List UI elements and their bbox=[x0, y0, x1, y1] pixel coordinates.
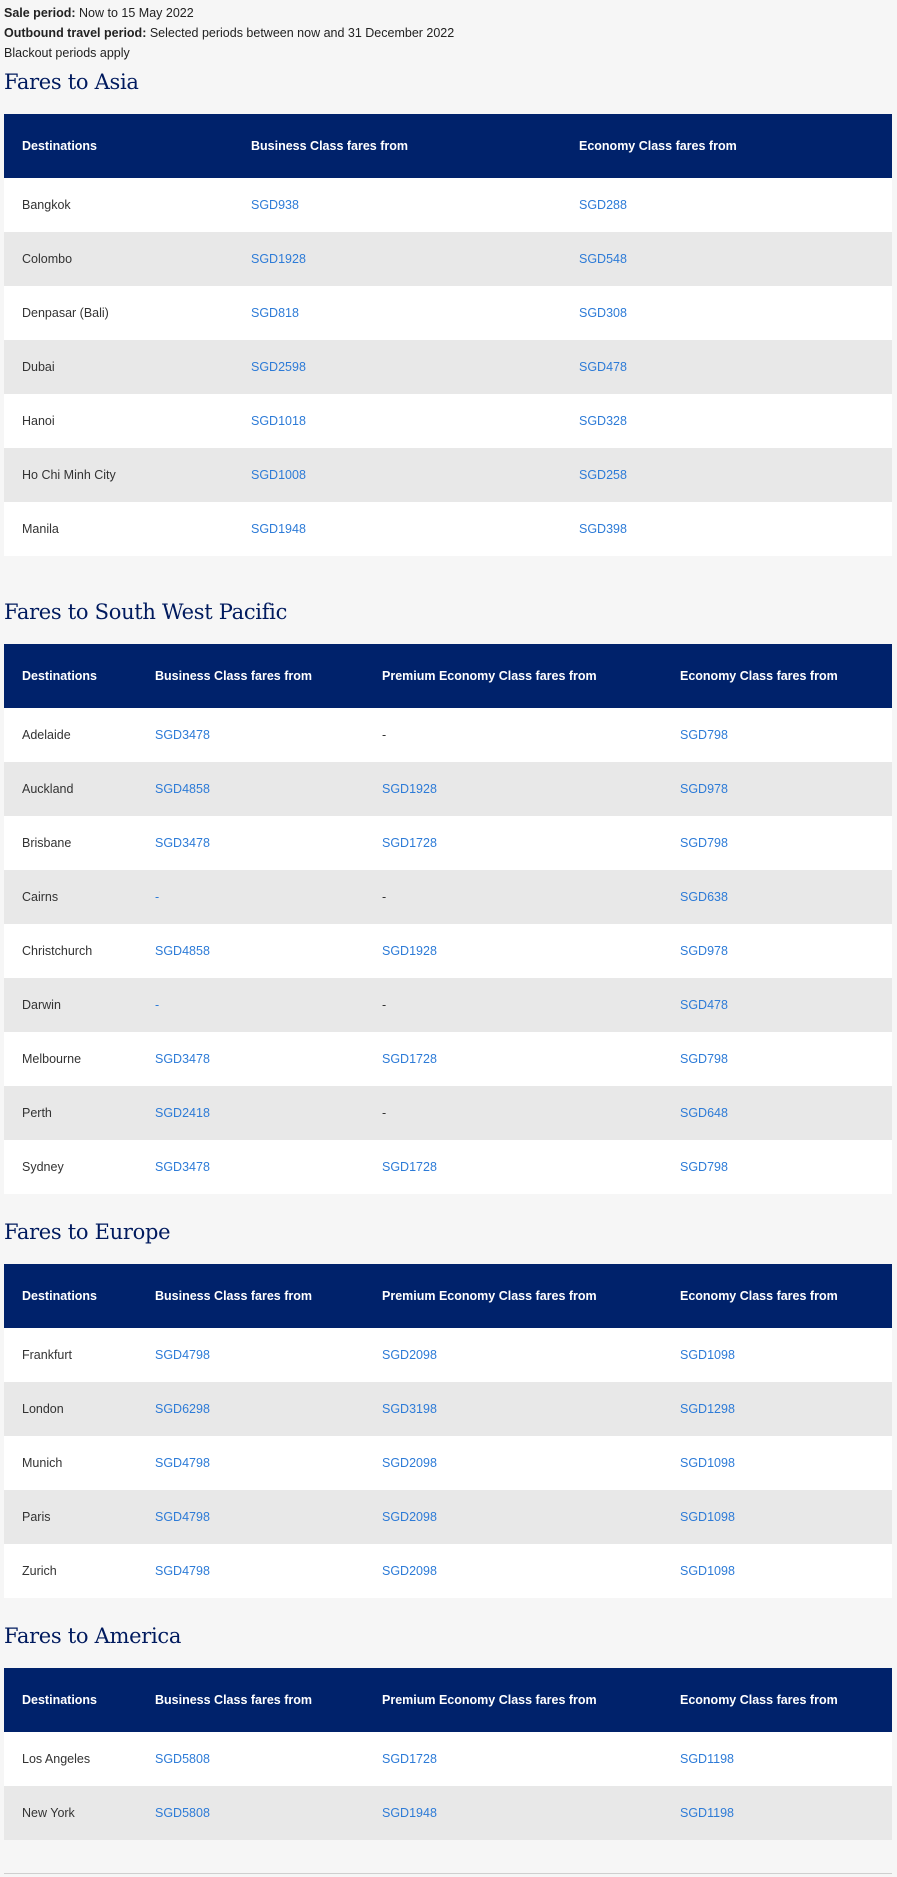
premium-economy-fare-cell: - bbox=[382, 998, 387, 1012]
destination-cell: Sydney bbox=[22, 1160, 64, 1174]
col-header-destinations: Destinations bbox=[4, 114, 233, 178]
economy-fare-link[interactable]: SGD648 bbox=[680, 1106, 728, 1120]
economy-fare-link[interactable]: SGD288 bbox=[579, 198, 627, 212]
economy-fare-link[interactable]: SGD1198 bbox=[680, 1806, 734, 1820]
table-row bbox=[4, 1382, 892, 1436]
col-header-premium-economy: Premium Economy Class fares from bbox=[364, 1668, 662, 1732]
business-fare-link[interactable]: SGD4858 bbox=[155, 944, 210, 958]
table-row bbox=[4, 816, 892, 870]
premium-economy-fare-link[interactable]: SGD1928 bbox=[382, 782, 437, 796]
business-fare-link[interactable]: SGD818 bbox=[251, 306, 299, 320]
business-fare-link[interactable]: SGD4798 bbox=[155, 1510, 210, 1524]
destination-cell: Brisbane bbox=[22, 836, 72, 850]
fare-table bbox=[4, 644, 892, 1194]
destination-cell: Paris bbox=[22, 1510, 51, 1524]
economy-fare-link[interactable]: SGD1298 bbox=[680, 1402, 735, 1416]
sale-period-line bbox=[4, 3, 454, 23]
outbound-period-value: Selected periods between now and 31 December 2022 bbox=[149, 26, 455, 40]
premium-economy-fare-cell: - bbox=[382, 728, 387, 742]
business-fare-link[interactable]: SGD1008 bbox=[251, 468, 306, 482]
business-fare-link[interactable]: SGD4798 bbox=[155, 1564, 210, 1578]
economy-fare-link[interactable]: SGD798 bbox=[680, 1052, 728, 1066]
business-fare-link[interactable]: SGD3478 bbox=[155, 728, 210, 742]
col-header-premium-economy: Premium Economy Class fares from bbox=[364, 644, 662, 708]
fare-table bbox=[4, 1668, 892, 1840]
col-header-destinations: Destinations bbox=[4, 1668, 137, 1732]
table-header-row bbox=[4, 114, 892, 178]
col-header-premium-economy: Premium Economy Class fares from bbox=[364, 1264, 662, 1328]
premium-economy-fare-link[interactable]: SGD1728 bbox=[382, 836, 437, 850]
economy-fare-link[interactable]: SGD978 bbox=[680, 944, 728, 958]
table-header-row bbox=[4, 644, 892, 708]
business-fare-link[interactable]: SGD6298 bbox=[155, 1402, 210, 1416]
economy-fare-link[interactable]: SGD638 bbox=[680, 890, 728, 904]
premium-economy-fare-link[interactable]: SGD1728 bbox=[382, 1052, 437, 1066]
table-row bbox=[4, 1732, 892, 1786]
col-header-destinations: Destinations bbox=[4, 644, 137, 708]
outbound-period-label: Outbound travel period: bbox=[4, 26, 147, 40]
destination-cell: Manila bbox=[22, 522, 59, 536]
table-row bbox=[4, 1436, 892, 1490]
economy-fare-link[interactable]: SGD1098 bbox=[680, 1456, 735, 1470]
business-fare-link[interactable]: SGD3478 bbox=[155, 1160, 210, 1174]
col-header-economy: Economy Class fares from bbox=[662, 1668, 892, 1732]
destination-cell: Auckland bbox=[22, 782, 74, 796]
business-fare-link[interactable]: SGD3478 bbox=[155, 1052, 210, 1066]
col-header-economy: Economy Class fares from bbox=[662, 644, 892, 708]
destination-cell: Christchurch bbox=[22, 944, 93, 958]
section-title: Fares to Europe bbox=[4, 1220, 171, 1244]
table-row bbox=[4, 708, 892, 762]
business-fare-link[interactable]: SGD1018 bbox=[251, 414, 306, 428]
table-row bbox=[4, 178, 892, 232]
destination-cell: Hanoi bbox=[22, 414, 55, 428]
destination-cell: Bangkok bbox=[22, 198, 71, 212]
table-row bbox=[4, 1490, 892, 1544]
destination-cell: Darwin bbox=[22, 998, 61, 1012]
col-header-economy: Economy Class fares from bbox=[662, 1264, 892, 1328]
economy-fare-link[interactable]: SGD978 bbox=[680, 782, 728, 796]
col-header-business: Business Class fares from bbox=[137, 644, 364, 708]
table-row bbox=[4, 1786, 892, 1840]
economy-fare-link[interactable]: SGD798 bbox=[680, 1160, 728, 1174]
economy-fare-link[interactable]: SGD798 bbox=[680, 728, 728, 742]
premium-economy-fare-cell: - bbox=[382, 1106, 387, 1120]
table-row bbox=[4, 1328, 892, 1382]
col-header-destinations: Destinations bbox=[4, 1264, 137, 1328]
economy-fare-link[interactable]: SGD1198 bbox=[680, 1752, 734, 1766]
economy-fare-link[interactable]: SGD798 bbox=[680, 836, 728, 850]
blackout-note: Blackout periods apply bbox=[4, 46, 130, 60]
col-header-business: Business Class fares from bbox=[137, 1264, 364, 1328]
sale-period-value: Now to 15 May 2022 bbox=[79, 6, 194, 20]
table-header-row bbox=[4, 1264, 892, 1328]
premium-economy-fare-cell: - bbox=[382, 890, 387, 904]
premium-economy-fare-link[interactable]: SGD1728 bbox=[382, 1160, 437, 1174]
section-title: Fares to South West Pacific bbox=[4, 600, 288, 624]
business-fare-link[interactable]: SGD4798 bbox=[155, 1456, 210, 1470]
section-america bbox=[4, 1618, 892, 1840]
economy-fare-link[interactable]: SGD328 bbox=[579, 414, 627, 428]
table-row bbox=[4, 870, 892, 924]
destination-cell: Frankfurt bbox=[22, 1348, 73, 1362]
business-fare-link[interactable]: SGD938 bbox=[251, 198, 299, 212]
premium-economy-fare-link[interactable]: SGD1728 bbox=[382, 1752, 437, 1766]
destination-cell: Denpasar (Bali) bbox=[22, 306, 109, 320]
destination-cell: Los Angeles bbox=[22, 1752, 91, 1766]
section-title: Fares to Asia bbox=[4, 70, 139, 94]
premium-economy-fare-link[interactable]: SGD2098 bbox=[382, 1348, 437, 1362]
destination-cell: Cairns bbox=[22, 890, 59, 904]
destination-cell: Ho Chi Minh City bbox=[22, 468, 116, 482]
table-row bbox=[4, 978, 892, 1032]
business-fare-link[interactable]: SGD2598 bbox=[251, 360, 306, 374]
table-row bbox=[4, 394, 892, 448]
destination-cell: Dubai bbox=[22, 360, 55, 374]
business-fare-link[interactable]: - bbox=[155, 890, 160, 904]
economy-fare-link[interactable]: SGD308 bbox=[579, 306, 627, 320]
sale-period-label: Sale period: bbox=[4, 6, 76, 20]
fare-table bbox=[4, 1264, 892, 1598]
col-header-business: Business Class fares from bbox=[233, 114, 561, 178]
economy-fare-link[interactable]: SGD258 bbox=[579, 468, 627, 482]
table-header-row bbox=[4, 1668, 892, 1732]
premium-economy-fare-link[interactable]: SGD2098 bbox=[382, 1510, 437, 1524]
table-row bbox=[4, 232, 892, 286]
section-europe bbox=[4, 1214, 892, 1598]
business-fare-link[interactable]: SGD3478 bbox=[155, 836, 210, 850]
business-fare-link[interactable]: SGD1928 bbox=[251, 252, 306, 266]
section-south-west-pacific bbox=[4, 594, 892, 1194]
business-fare-link[interactable]: SGD2418 bbox=[155, 1106, 210, 1120]
table-row bbox=[4, 502, 892, 556]
business-fare-link[interactable]: SGD5808 bbox=[155, 1752, 210, 1766]
destination-cell: Munich bbox=[22, 1456, 63, 1470]
business-fare-link[interactable]: - bbox=[155, 998, 160, 1012]
table-row bbox=[4, 924, 892, 978]
business-fare-link[interactable]: SGD1948 bbox=[251, 522, 306, 536]
table-row bbox=[4, 340, 892, 394]
table-row bbox=[4, 1032, 892, 1086]
premium-economy-fare-link[interactable]: SGD1928 bbox=[382, 944, 437, 958]
business-fare-link[interactable]: SGD4798 bbox=[155, 1348, 210, 1362]
economy-fare-link[interactable]: SGD1098 bbox=[680, 1564, 735, 1578]
economy-fare-link[interactable]: SGD478 bbox=[579, 360, 627, 374]
section-asia bbox=[4, 64, 892, 556]
business-fare-link[interactable]: SGD5808 bbox=[155, 1806, 210, 1820]
section-title: Fares to America bbox=[4, 1624, 182, 1648]
economy-fare-link[interactable]: SGD478 bbox=[680, 998, 728, 1012]
table-row bbox=[4, 448, 892, 502]
sale-info bbox=[4, 3, 454, 63]
premium-economy-fare-link[interactable]: SGD3198 bbox=[382, 1402, 437, 1416]
economy-fare-link[interactable]: SGD548 bbox=[579, 252, 627, 266]
table-row bbox=[4, 286, 892, 340]
fare-table bbox=[4, 114, 892, 556]
premium-economy-fare-link[interactable]: SGD2098 bbox=[382, 1564, 437, 1578]
col-header-economy: Economy Class fares from bbox=[561, 114, 892, 178]
table-row bbox=[4, 1086, 892, 1140]
table-row bbox=[4, 1140, 892, 1194]
economy-fare-link[interactable]: SGD1098 bbox=[680, 1348, 735, 1362]
destination-cell: London bbox=[22, 1402, 64, 1416]
premium-economy-fare-link[interactable]: SGD1948 bbox=[382, 1806, 437, 1820]
premium-economy-fare-link[interactable]: SGD2098 bbox=[382, 1456, 437, 1470]
outbound-period-line bbox=[4, 23, 454, 43]
business-fare-link[interactable]: SGD4858 bbox=[155, 782, 210, 796]
table-row bbox=[4, 762, 892, 816]
economy-fare-link[interactable]: SGD398 bbox=[579, 522, 627, 536]
destination-cell: Melbourne bbox=[22, 1052, 82, 1066]
destination-cell: Adelaide bbox=[22, 728, 71, 742]
col-header-business: Business Class fares from bbox=[137, 1668, 364, 1732]
destination-cell: New York bbox=[22, 1806, 75, 1820]
table-row bbox=[4, 1544, 892, 1598]
destination-cell: Colombo bbox=[22, 252, 73, 266]
destination-cell: Zurich bbox=[22, 1564, 57, 1578]
economy-fare-link[interactable]: SGD1098 bbox=[680, 1510, 735, 1524]
divider bbox=[4, 1873, 892, 1874]
destination-cell: Perth bbox=[22, 1106, 52, 1120]
